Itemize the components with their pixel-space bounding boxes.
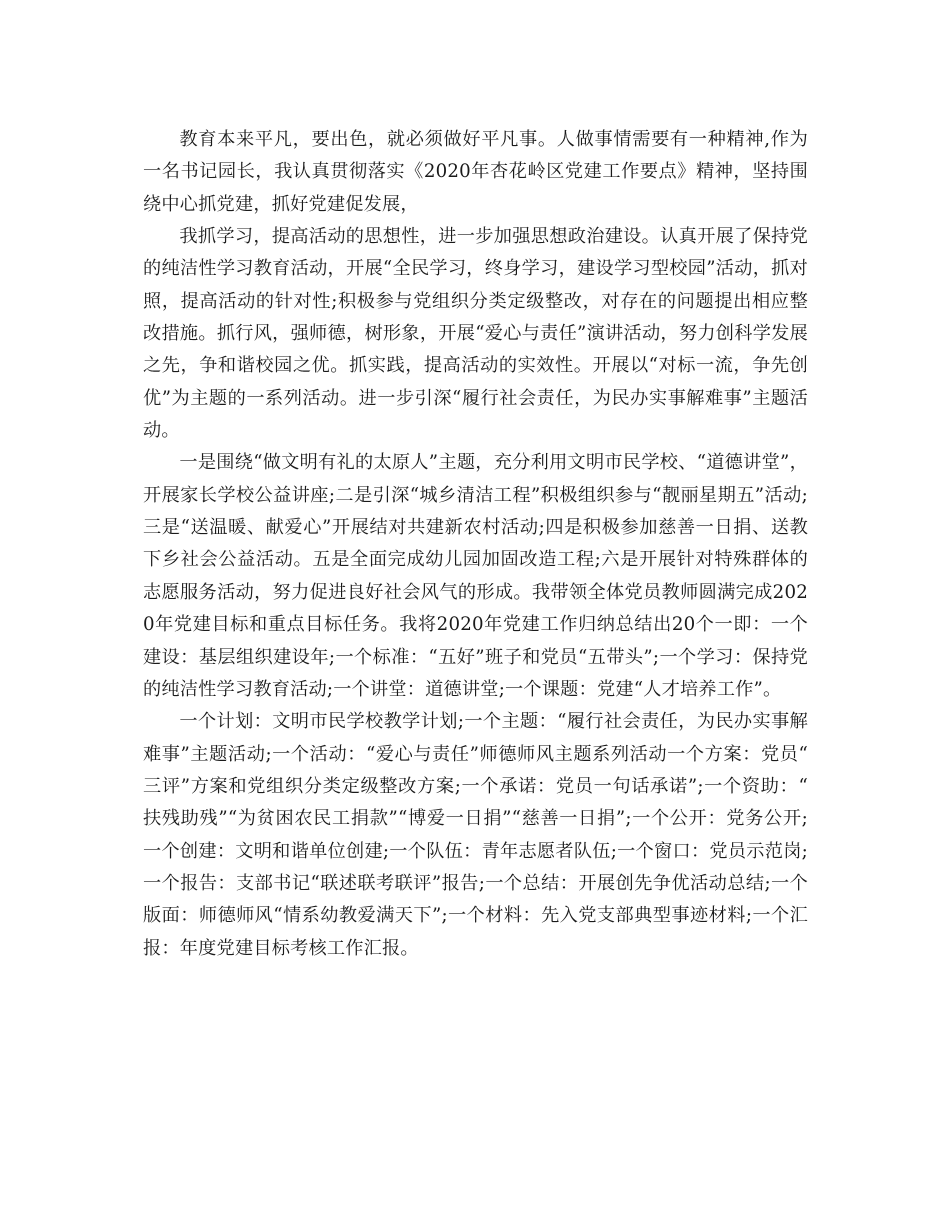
document-body	[143, 124, 808, 965]
paragraph-1: 教育本来平凡，要出色，就必须做好平凡事。人做事情需要有一种精神,作为一名书记园长，我认真贯彻落实《2020年杏花岭区党建工作要点》精神，坚持围绕中心抓党建，抓好党建促发展，	[143, 129, 808, 215]
paragraph-4: 一个计划：文明市民学校教学计划;一个主题：“履行社会责任，为民办实事解难事”主题活动;一个活动：“爱心与责任”师德师风主题系列活动一个方案：党员“三评”方案和党组织分类定级整改方案;一个承诺：党员一句话承诺”;一个资助：“扶残助残”“为贫困农民工捐款”“博爱一日捐”“慈善一日捐”;一个公开：党务公开;一个创建：文明和谐单位创建;一个队伍：青年志愿者队伍;一个窗口：党员示范岗;一个报告：支部书记“联述联考联评”报告;一个总结：开展创先争优活动总结;一个版面：师德师风“情系幼教爱满天下”;一个材料：先入党支部典型事迹材料;一个汇报：年度党建目标考核工作汇报。	[143, 711, 808, 959]
paragraph-2: 我抓学习，提高活动的思想性，进一步加强思想政治建设。认真开展了保持党的纯洁性学习教育活动，开展“全民学习，终身学习，建设学习型校园”活动，抓对照，提高活动的针对性;积极参与党组织分类定级整改，对存在的问题提出相应整改措施。抓行风，强师德，树形象，开展“爱心与责任”演讲活动，努力创科学发展之先，争和谐校园之优。抓实践，提高活动的实效性。开展以“对标一流，争先创优”为主题的一系列活动。进一步引深“履行社会责任，为民办实事解难事”主题活动。	[143, 226, 808, 442]
paragraph-3: 一是围绕“做文明有礼的太原人”主题，充分利用文明市民学校、“道德讲堂”，开展家长学校公益讲座;二是引深“城乡清洁工程”积极组织参与“靓丽星期五”活动;三是“送温暖、献爱心”开展结对共建新农村活动;四是积极参加慈善一日捐、送教下乡社会公益活动。五是全面完成幼儿园加固改造工程;六是开展针对特殊群体的志愿服务活动，努力促进良好社会风气的形成。我带领全体党员教师圆满完成2020年党建目标和重点目标任务。我将2020年党建工作归纳总结出20个一即：一个建设：基层组织建设年;一个标准：“五好”班子和党员“五带头”;一个学习：保持党的纯洁性学习教育活动;一个讲堂：道德讲堂;一个课题：党建“人才培养工作”。	[143, 452, 808, 700]
